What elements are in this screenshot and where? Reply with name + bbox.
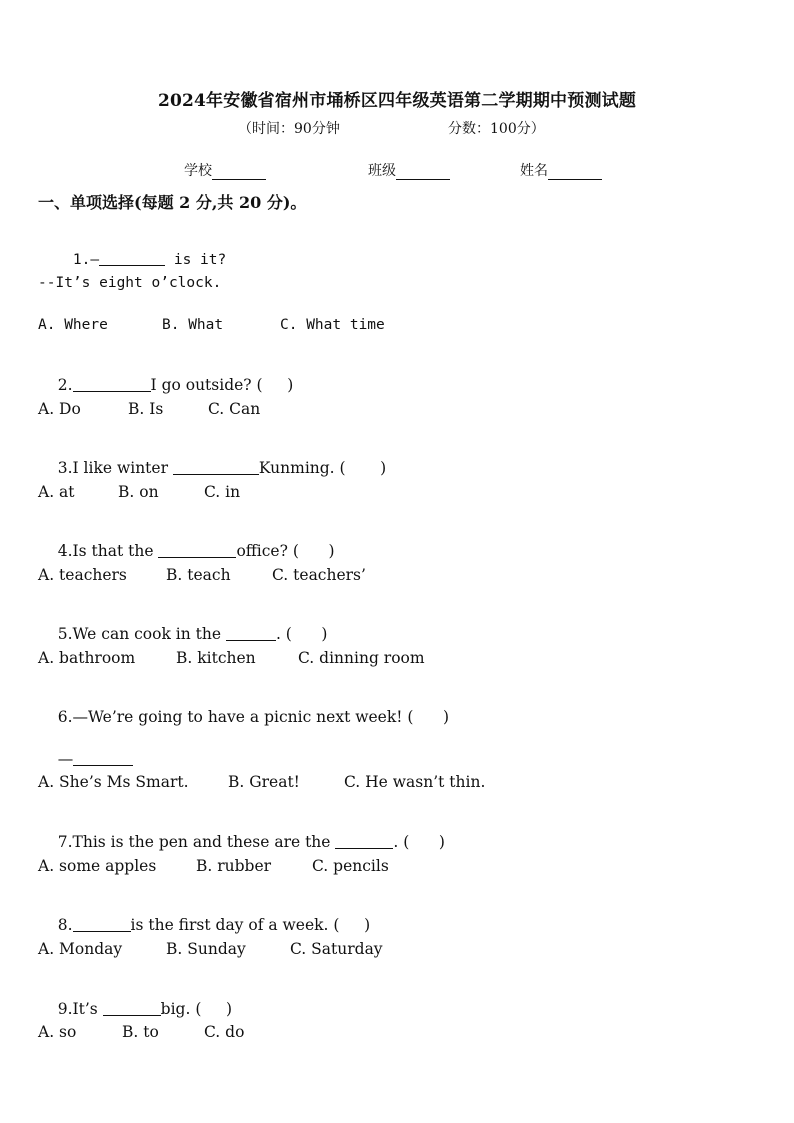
name-label: 姓名 xyxy=(520,163,548,179)
option-b[interactable]: B. Is xyxy=(128,400,164,418)
answer-blank[interactable] xyxy=(73,750,133,766)
question-text: 9.It’s xyxy=(57,1000,103,1018)
option-a[interactable]: A. some apples xyxy=(38,857,157,875)
question-text: is the first day of a week. ( ) xyxy=(130,916,371,934)
option-c[interactable]: C. teachers’ xyxy=(272,566,366,584)
option-c[interactable]: C. pencils xyxy=(312,857,389,875)
answer-blank[interactable] xyxy=(335,833,393,849)
question-2-options xyxy=(38,400,738,422)
option-a[interactable]: A. Do xyxy=(38,400,81,418)
answer-blank[interactable] xyxy=(103,1000,161,1016)
answer-blank[interactable] xyxy=(158,542,236,558)
school-field[interactable] xyxy=(184,160,266,180)
option-a[interactable]: A. bathroom xyxy=(38,649,136,667)
question-5-options xyxy=(38,649,738,671)
name-field[interactable] xyxy=(520,160,602,180)
section-heading: 一、单项选择(每题 2 分,共 20 分)。 xyxy=(38,193,307,212)
answer-blank[interactable] xyxy=(99,250,165,266)
option-c[interactable]: C. dinning room xyxy=(298,649,425,667)
question-text: 1.— xyxy=(72,252,100,268)
question-text: 6.—We’re going to have a picnic next week! ( ) xyxy=(57,708,450,726)
option-b[interactable]: B. kitchen xyxy=(176,649,256,667)
option-b[interactable]: B. on xyxy=(118,483,159,501)
question-1-options xyxy=(38,317,738,339)
option-b[interactable]: B. What xyxy=(162,317,224,333)
class-label: 班级 xyxy=(368,163,396,179)
option-c[interactable]: C. Can xyxy=(208,400,261,418)
school-label: 学校 xyxy=(184,163,212,179)
option-a[interactable]: A. at xyxy=(38,483,75,501)
option-b[interactable]: B. to xyxy=(122,1023,159,1041)
question-text: Kunming. ( ) xyxy=(258,459,387,477)
answer-blank[interactable] xyxy=(173,459,259,475)
answer-blank[interactable] xyxy=(226,625,276,641)
option-a[interactable]: A. so xyxy=(38,1023,77,1041)
question-text: I go outside? ( ) xyxy=(150,376,294,394)
option-b[interactable]: B. rubber xyxy=(196,857,272,875)
option-a[interactable]: A. She’s Ms Smart. xyxy=(38,773,189,791)
question-9-options xyxy=(38,1023,738,1045)
question-7-options xyxy=(38,857,738,879)
answer-blank[interactable] xyxy=(73,376,151,392)
question-4-options xyxy=(38,566,738,588)
option-a[interactable]: A. Where xyxy=(38,317,108,333)
name-blank[interactable] xyxy=(548,164,602,180)
class-field[interactable] xyxy=(368,160,450,180)
exam-title: 2024年安徽省宿州市埇桥区四年级英语第二学期期中预测试题 xyxy=(157,91,637,111)
score-label: 分数：100分） xyxy=(448,121,545,137)
question-3-options xyxy=(38,483,738,505)
option-c[interactable]: C. What time xyxy=(280,317,385,333)
school-blank[interactable] xyxy=(212,164,266,180)
question-text: 4.Is that the xyxy=(57,542,159,560)
answer-blank[interactable] xyxy=(73,916,131,932)
class-blank[interactable] xyxy=(396,164,450,180)
question-6-options xyxy=(38,773,738,795)
time-label: （时间：90分钟 xyxy=(238,121,340,137)
question-text: office? ( ) xyxy=(236,542,335,560)
option-c[interactable]: C. He wasn’t thin. xyxy=(344,773,486,791)
option-c[interactable]: C. do xyxy=(204,1023,245,1041)
option-b[interactable]: B. Great! xyxy=(228,773,300,791)
question-text: big. ( ) xyxy=(160,1000,233,1018)
question-text: is it? xyxy=(165,252,227,268)
question-text: . ( ) xyxy=(275,625,328,643)
option-c[interactable]: C. Saturday xyxy=(290,940,383,958)
question-text: 7.This is the pen and these are the xyxy=(57,833,336,851)
option-a[interactable]: A. teachers xyxy=(38,566,127,584)
question-text: — xyxy=(57,750,74,768)
question-1-answer-line: --It’s eight o’clock. xyxy=(38,275,222,291)
question-text: 2. xyxy=(57,376,73,394)
option-b[interactable]: B. Sunday xyxy=(166,940,246,958)
option-b[interactable]: B. teach xyxy=(166,566,231,584)
option-a[interactable]: A. Monday xyxy=(38,940,123,958)
question-text: 8. xyxy=(57,916,73,934)
question-8-options xyxy=(38,940,738,962)
question-text: 3.I like winter xyxy=(57,459,173,477)
question-text: 5.We can cook in the xyxy=(57,625,226,643)
question-text: . ( ) xyxy=(393,833,445,851)
option-c[interactable]: C. in xyxy=(204,483,241,501)
